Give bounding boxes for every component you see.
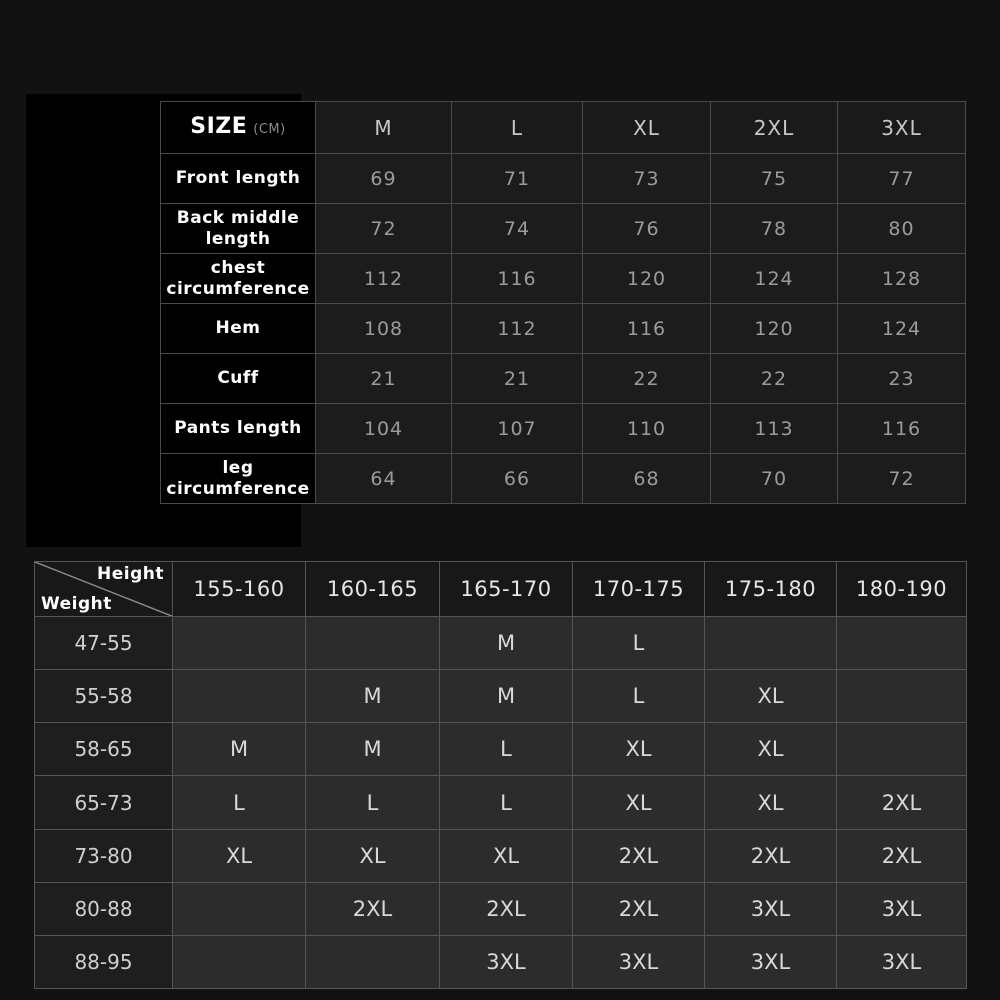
size-recommendation-cell: 3XL bbox=[705, 882, 837, 935]
measurement-value: 68 bbox=[583, 454, 711, 504]
measurement-value: 72 bbox=[316, 204, 452, 254]
height-range-header: 160-165 bbox=[306, 562, 440, 617]
measurement-value: 72 bbox=[838, 454, 966, 504]
measurement-value: 107 bbox=[452, 404, 583, 454]
size-recommendation-cell: M bbox=[306, 723, 440, 776]
size-recommendation-cell: 2XL bbox=[306, 882, 440, 935]
weight-row bbox=[35, 723, 967, 776]
measurement-value: 80 bbox=[838, 204, 966, 254]
size-recommendation-cell bbox=[705, 617, 837, 670]
size-unit: (CM) bbox=[253, 121, 286, 137]
measurement-value: 75 bbox=[711, 154, 838, 204]
size-title: SIZE bbox=[190, 113, 248, 139]
weight-row bbox=[35, 776, 967, 829]
measurement-label: Pants length bbox=[161, 404, 316, 454]
height-axis-label: Height bbox=[97, 564, 164, 584]
weight-row bbox=[35, 670, 967, 723]
size-recommendation-cell: XL bbox=[573, 776, 705, 829]
size-recommendation-cell bbox=[837, 617, 967, 670]
measurement-row bbox=[161, 404, 966, 454]
measurement-row bbox=[161, 354, 966, 404]
measurement-value: 116 bbox=[838, 404, 966, 454]
measurement-value: 128 bbox=[838, 254, 966, 304]
size-recommendation-cell bbox=[837, 670, 967, 723]
size-recommendation-cell: L bbox=[440, 723, 573, 776]
size-recommendation-cell: L bbox=[173, 776, 306, 829]
measurement-value: 108 bbox=[316, 304, 452, 354]
size-header-row bbox=[161, 102, 966, 154]
measurement-value: 77 bbox=[838, 154, 966, 204]
measurement-label: chest circumference bbox=[161, 254, 316, 304]
size-column-header: 2XL bbox=[711, 102, 838, 154]
measurement-value: 120 bbox=[583, 254, 711, 304]
measurement-value: 74 bbox=[452, 204, 583, 254]
measurement-value: 73 bbox=[583, 154, 711, 204]
size-recommendation-cell: M bbox=[173, 723, 306, 776]
measurement-value: 64 bbox=[316, 454, 452, 504]
size-recommendation-cell: 3XL bbox=[837, 935, 967, 988]
height-header-row bbox=[35, 562, 967, 617]
size-recommendation-cell: L bbox=[573, 670, 705, 723]
weight-axis-label: Weight bbox=[41, 594, 112, 615]
size-recommendation-cell: 3XL bbox=[837, 882, 967, 935]
measurement-value: 22 bbox=[583, 354, 711, 404]
weight-range-label: 55-58 bbox=[35, 670, 173, 723]
measurement-label: Front length bbox=[161, 154, 316, 204]
size-recommendation-cell bbox=[837, 723, 967, 776]
size-recommendation-cell bbox=[173, 935, 306, 988]
size-recommendation-cell: XL bbox=[705, 670, 837, 723]
size-recommendation-cell: 2XL bbox=[837, 776, 967, 829]
size-recommendation-cell bbox=[173, 617, 306, 670]
size-header-cell bbox=[161, 102, 316, 154]
size-chart-backdrop-extension bbox=[26, 94, 156, 524]
measurement-label: Back middle length bbox=[161, 204, 316, 254]
size-recommendation-cell: L bbox=[440, 776, 573, 829]
size-recommendation-cell: M bbox=[440, 617, 573, 670]
size-recommendation-cell: XL bbox=[306, 829, 440, 882]
size-column-header: L bbox=[452, 102, 583, 154]
measurement-value: 21 bbox=[316, 354, 452, 404]
size-recommendation-cell: 2XL bbox=[705, 829, 837, 882]
measurement-value: 23 bbox=[838, 354, 966, 404]
measurement-value: 112 bbox=[452, 304, 583, 354]
measurement-value: 113 bbox=[711, 404, 838, 454]
measurement-row bbox=[161, 204, 966, 254]
weight-range-label: 58-65 bbox=[35, 723, 173, 776]
height-weight-corner-cell bbox=[35, 562, 173, 617]
size-recommendation-cell: XL bbox=[705, 723, 837, 776]
height-range-header: 165-170 bbox=[440, 562, 573, 617]
size-recommendation-cell bbox=[306, 935, 440, 988]
size-column-header: M bbox=[316, 102, 452, 154]
size-recommendation-cell: XL bbox=[173, 829, 306, 882]
measurement-value: 116 bbox=[452, 254, 583, 304]
size-recommendation-cell: 2XL bbox=[573, 829, 705, 882]
measurement-value: 66 bbox=[452, 454, 583, 504]
size-recommendation-cell: 2XL bbox=[837, 829, 967, 882]
measurement-value: 69 bbox=[316, 154, 452, 204]
measurement-value: 76 bbox=[583, 204, 711, 254]
weight-row bbox=[35, 829, 967, 882]
size-recommendation-cell: 2XL bbox=[573, 882, 705, 935]
size-recommendation-cell: M bbox=[306, 670, 440, 723]
height-range-header: 180-190 bbox=[837, 562, 967, 617]
height-range-header: 170-175 bbox=[573, 562, 705, 617]
measurement-row bbox=[161, 154, 966, 204]
weight-range-label: 88-95 bbox=[35, 935, 173, 988]
size-recommendation-cell: XL bbox=[440, 829, 573, 882]
height-range-header: 175-180 bbox=[705, 562, 837, 617]
size-recommendation-cell: L bbox=[306, 776, 440, 829]
measurement-value: 71 bbox=[452, 154, 583, 204]
size-recommendation-cell bbox=[173, 882, 306, 935]
measurement-row bbox=[161, 454, 966, 504]
measurement-value: 120 bbox=[711, 304, 838, 354]
measurement-row bbox=[161, 304, 966, 354]
weight-range-label: 80-88 bbox=[35, 882, 173, 935]
measurement-value: 70 bbox=[711, 454, 838, 504]
height-range-header: 155-160 bbox=[173, 562, 306, 617]
weight-range-label: 47-55 bbox=[35, 617, 173, 670]
size-measurement-table bbox=[160, 101, 966, 504]
size-recommendation-cell: 3XL bbox=[573, 935, 705, 988]
size-column-header: XL bbox=[583, 102, 711, 154]
size-column-header: 3XL bbox=[838, 102, 966, 154]
measurement-value: 21 bbox=[452, 354, 583, 404]
measurement-value: 104 bbox=[316, 404, 452, 454]
measurement-value: 78 bbox=[711, 204, 838, 254]
size-recommendation-cell bbox=[173, 670, 306, 723]
size-recommendation-cell: XL bbox=[705, 776, 837, 829]
size-recommendation-cell: 3XL bbox=[440, 935, 573, 988]
size-recommendation-cell: XL bbox=[573, 723, 705, 776]
measurement-value: 124 bbox=[838, 304, 966, 354]
measurement-label: Cuff bbox=[161, 354, 316, 404]
size-recommendation-cell: 3XL bbox=[705, 935, 837, 988]
weight-row bbox=[35, 617, 967, 670]
size-recommendation-cell: 2XL bbox=[440, 882, 573, 935]
weight-row bbox=[35, 882, 967, 935]
weight-row bbox=[35, 935, 967, 988]
size-recommendation-cell bbox=[306, 617, 440, 670]
measurement-value: 110 bbox=[583, 404, 711, 454]
weight-range-label: 73-80 bbox=[35, 829, 173, 882]
measurement-value: 124 bbox=[711, 254, 838, 304]
measurement-label: Hem bbox=[161, 304, 316, 354]
measurement-value: 112 bbox=[316, 254, 452, 304]
measurement-value: 116 bbox=[583, 304, 711, 354]
measurement-value: 22 bbox=[711, 354, 838, 404]
measurement-label: leg circumference bbox=[161, 454, 316, 504]
height-weight-fit-table bbox=[34, 561, 967, 989]
weight-range-label: 65-73 bbox=[35, 776, 173, 829]
measurement-row bbox=[161, 254, 966, 304]
size-recommendation-cell: M bbox=[440, 670, 573, 723]
size-recommendation-cell: L bbox=[573, 617, 705, 670]
